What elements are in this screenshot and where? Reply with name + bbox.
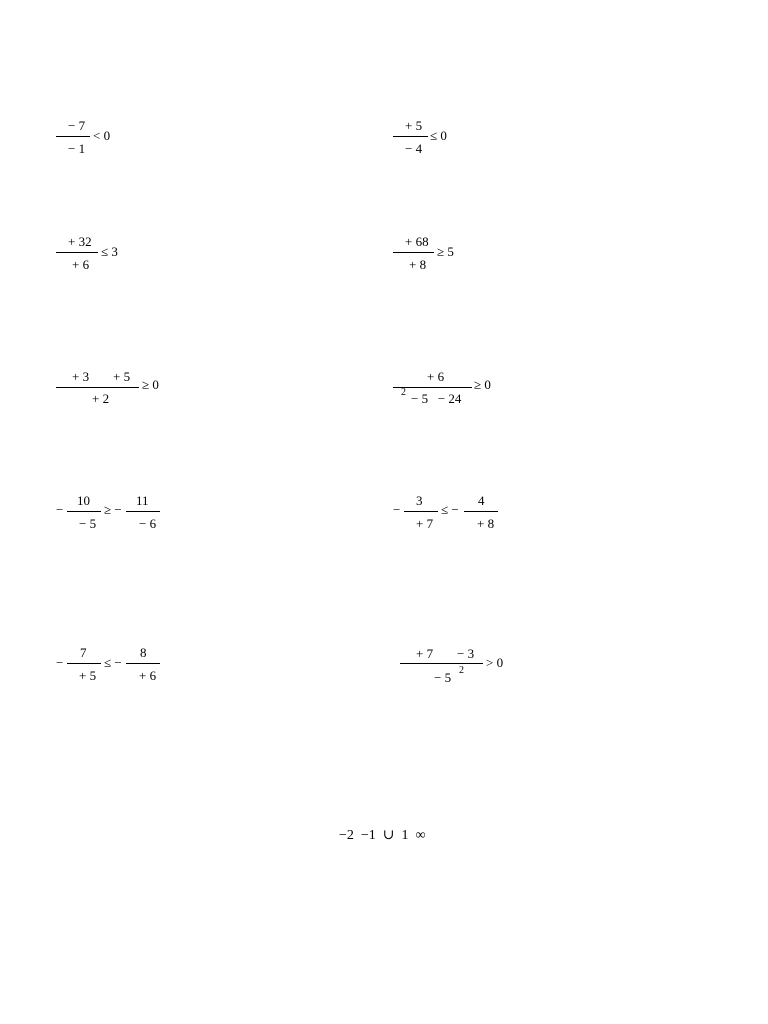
fraction-bar [56,252,98,253]
numerator: + 6 [427,369,445,384]
denominator: − 4 [405,141,423,156]
numerator-factor-1: + 7 [416,646,434,661]
fraction-bar [56,387,139,388]
fraction-bar [400,663,483,664]
numerator-factor-2: − 3 [457,646,475,661]
left-fraction-bar [404,511,438,512]
right-denominator: − 6 [139,516,157,531]
left-denominator: − 5 [79,516,97,531]
right-fraction-bar [126,511,160,512]
relation: ≥ − [104,502,122,517]
fraction-bar [56,136,90,137]
denominator: − 1 [68,141,86,156]
relation: ≥ 5 [437,244,454,259]
left-numerator: 3 [416,493,423,508]
relation: > 0 [486,655,504,670]
right-numerator: 8 [140,645,147,660]
right-numerator: 4 [478,493,485,508]
relation: < 0 [93,128,111,143]
relation: ≤ − [441,502,459,517]
leading-sign: − [56,502,64,517]
leading-sign: − [393,502,401,517]
relation: ≥ 0 [474,377,491,392]
denominator: + 8 [409,257,427,272]
fraction-bar [393,136,428,137]
relation: ≤ 0 [430,128,447,143]
numerator: + 68 [405,234,429,249]
numerator: − 7 [68,118,86,133]
left-denominator: + 7 [416,516,434,531]
denominator: + 2 [92,391,110,406]
relation: ≥ 0 [142,377,159,392]
denominator: − 5 [434,670,452,685]
denominator: − 5 − 24 [411,391,462,406]
left-fraction-bar [67,511,101,512]
denominator-exponent: 2 [401,387,406,398]
denominator-exponent: 2 [459,665,464,676]
numerator: + 5 [405,118,423,133]
numerator-factor-2: + 5 [113,369,131,384]
right-fraction-bar [464,511,498,512]
numerator-factor-1: + 3 [72,369,90,384]
left-numerator: 10 [77,493,90,508]
relation: ≤ 3 [101,244,118,259]
left-numerator: 7 [80,645,87,660]
left-fraction-bar [67,663,101,664]
denominator: + 6 [72,257,90,272]
leading-sign: − [56,655,64,670]
numerator: + 32 [68,234,92,249]
left-denominator: + 5 [79,668,97,683]
right-fraction-bar [126,663,160,664]
right-denominator: + 6 [139,668,157,683]
answer-interval: −2 −1 ∪ 1 ∞ [339,828,426,843]
right-numerator: 11 [136,493,149,508]
fraction-bar [393,252,434,253]
relation: ≤ − [104,655,122,670]
right-denominator: + 8 [477,516,495,531]
